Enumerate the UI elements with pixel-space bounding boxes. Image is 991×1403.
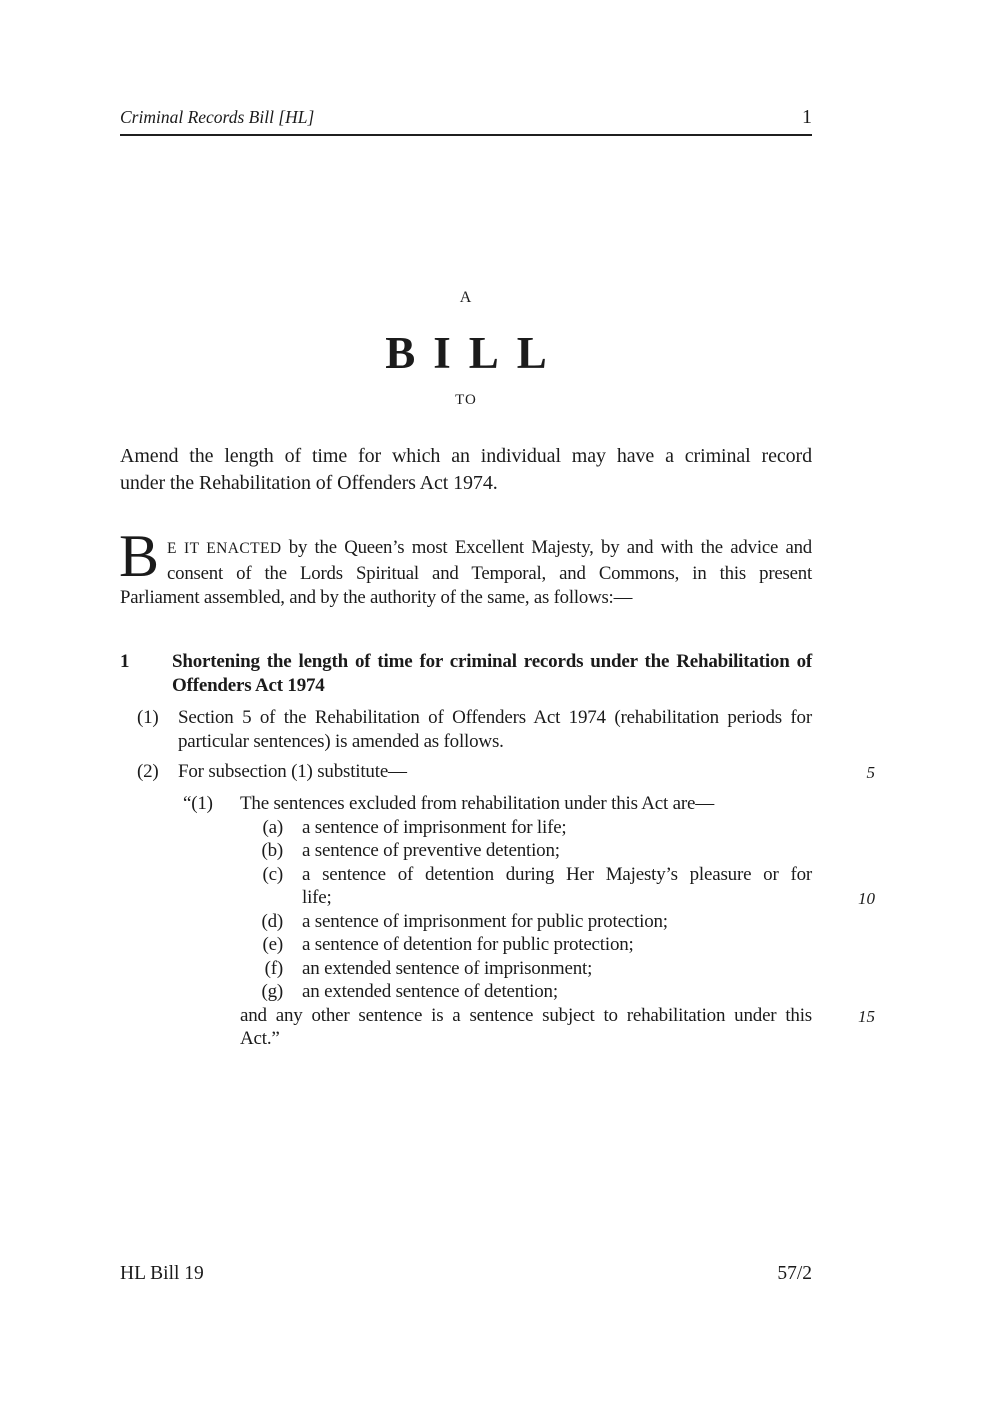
quoted-subsection-label: “(1) — [183, 793, 213, 814]
list-item-c-label: (c) — [262, 863, 283, 885]
subsection-2-text: For subsection (1) substitute— — [178, 761, 407, 782]
page-header — [120, 106, 812, 136]
margin-line-number-10: 10 — [858, 889, 875, 908]
subsection-2 — [120, 760, 812, 784]
subsection-2-label: (2) — [137, 761, 159, 782]
list-item-g-text: an extended sentence of detention; — [302, 981, 558, 1002]
list-item-g — [120, 980, 812, 1004]
subsection-1-text — [120, 706, 812, 754]
drop-cap-initial: B — [119, 523, 160, 589]
enacting-line1-rest: by the Queen’s most Excellent Majesty, by and with the advice and — [288, 537, 812, 558]
list-item-c — [120, 863, 812, 910]
footer-session-number: 57/2 — [777, 1263, 812, 1284]
subsection-1-line2: particular sentences) is amended as follows. — [178, 731, 504, 752]
text-column — [119, 0, 875, 1403]
list-item-c-line2: life; — [302, 887, 332, 908]
quoted-intro-row — [120, 792, 812, 816]
list-item-e-label: (e) — [262, 934, 283, 955]
list-item-c-line1: a sentence of detention during Her Majesty’s pleasure or for — [302, 863, 812, 885]
quoted-provision — [120, 792, 812, 1051]
article-a-label: A — [459, 289, 473, 306]
quoted-closing — [120, 1004, 812, 1051]
list-item-a-text: a sentence of imprisonment for life; — [302, 816, 567, 838]
clause-heading-text — [120, 650, 812, 697]
enacting-small-caps: E IT ENACTED — [167, 540, 282, 557]
subsection-1 — [120, 706, 812, 754]
list-item-d-text: a sentence of imprisonment for public protection; — [302, 910, 668, 932]
list-item-d-label: (d) — [261, 910, 283, 932]
running-title: Criminal Records Bill [HL] — [120, 107, 315, 127]
list-item-a — [120, 816, 812, 840]
long-title-line2: under the Rehabilitation of Offenders Act 1974. — [120, 472, 498, 494]
margin-line-number-15: 15 — [858, 1007, 875, 1026]
list-item-f-label: (f) — [264, 957, 283, 979]
quoted-closing-line2: Act.” — [240, 1028, 280, 1049]
clause-1-heading — [120, 650, 812, 697]
margin-line-number-5: 5 — [866, 763, 875, 782]
clause-heading-line1: Shortening the length of time for criminal records under the Rehabilitation of — [172, 651, 812, 672]
bill-title: BILL — [385, 328, 565, 378]
footer-bill-number: HL Bill 19 — [120, 1263, 204, 1284]
quoted-intro-text: The sentences excluded from rehabilitation under this Act are— — [240, 793, 715, 814]
list-item-b — [120, 839, 812, 863]
list-item-g-label: (g) — [261, 981, 283, 1002]
list-item-e-text: a sentence of detention for public protection; — [302, 934, 634, 955]
clause-number: 1 — [120, 651, 130, 672]
clause-heading-line2: Offenders Act 1974 — [172, 674, 325, 696]
list-item-d — [120, 910, 812, 934]
list-item-f-text: an extended sentence of imprisonment; — [302, 957, 593, 979]
subsection-1-line1: Section 5 of the Rehabilitation of Offenders Act 1974 (rehabilitation periods for — [178, 707, 812, 728]
enacting-line1 — [120, 536, 812, 562]
list-item-a-label: (a) — [262, 816, 283, 838]
list-item-b-text: a sentence of preventive detention; — [302, 840, 560, 861]
enacting-line3: Parliament assembled, and by the authority of the same, as follows:— — [120, 587, 633, 609]
page-footer — [120, 1262, 812, 1286]
quoted-closing-line1: and any other sentence is a sentence subject to rehabilitation under this — [240, 1004, 812, 1026]
long-title-line1: Amend the length of time for which an individual may have a criminal record — [120, 445, 812, 467]
page-number: 1 — [802, 106, 812, 128]
list-item-f — [120, 957, 812, 981]
list-item-e — [120, 933, 812, 957]
long-title — [120, 443, 812, 497]
list-item-b-label: (b) — [261, 840, 283, 861]
masthead — [120, 290, 812, 408]
to-label: TO — [455, 392, 477, 408]
enacting-line2: consent of the Lords Spiritual and Temporal, and Commons, in this present — [167, 562, 812, 584]
subsection-1-label: (1) — [137, 707, 159, 728]
enacting-formula — [119, 523, 812, 611]
